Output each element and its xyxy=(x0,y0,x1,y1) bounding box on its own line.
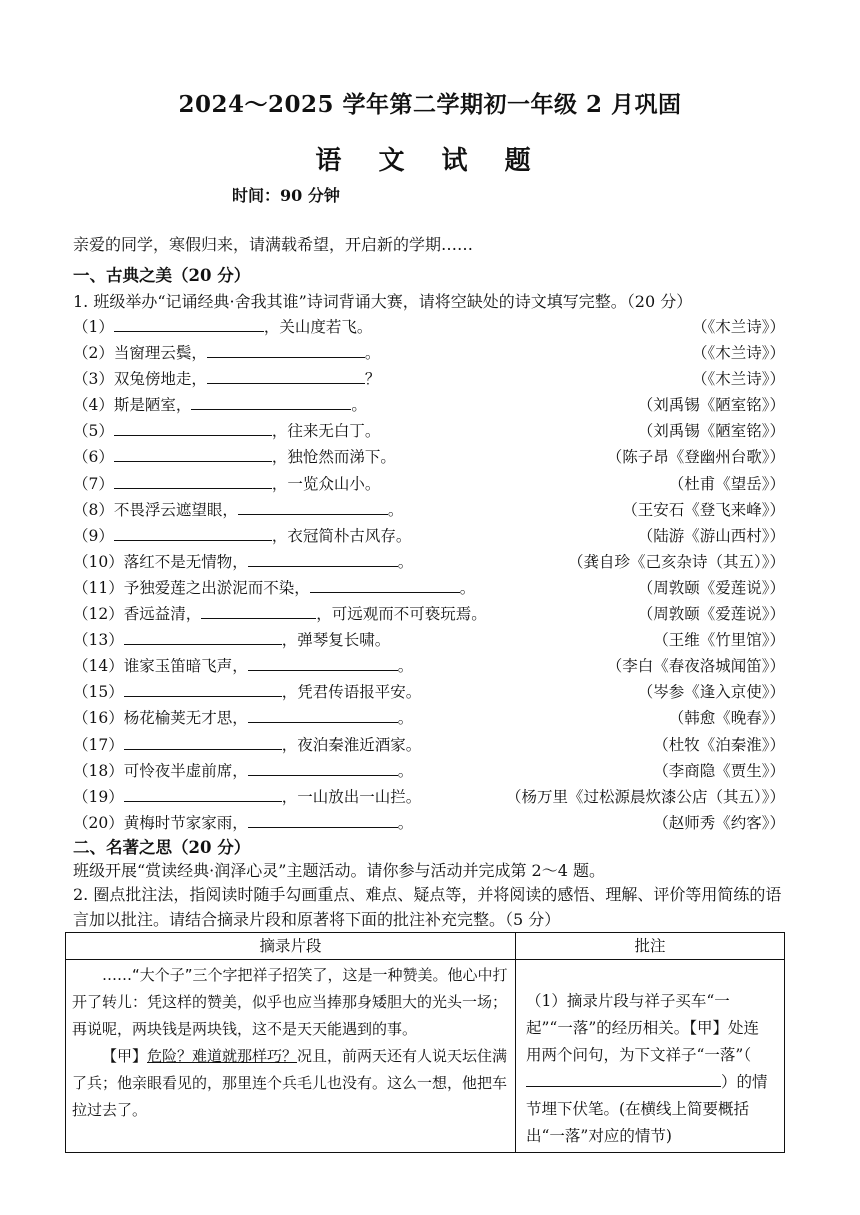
item-text-after: ，衣冠简朴古风存。 xyxy=(271,526,412,545)
note-text-after: ）的情节埋下伏笔。(在横线上简要概括出“一落”对应的情节) xyxy=(526,1073,768,1145)
greeting-text: 亲爱的同学，寒假归来，请满载希望，开启新的学期…… xyxy=(73,235,474,254)
item-source: （陈子昂《登幽州台歌》） xyxy=(606,448,785,467)
item-number: （18） xyxy=(73,761,124,780)
item-source: （周敦颐《爱莲说》） xyxy=(637,578,785,597)
item-text-after: ，可远观而不可亵玩焉。 xyxy=(316,605,487,624)
item-source: （《木兰诗》） xyxy=(691,370,785,389)
item-source: （刘禹锡《陋室铭》） xyxy=(637,396,785,415)
item-source: （《木兰诗》） xyxy=(691,344,785,363)
item-number: （7） xyxy=(73,474,114,493)
exam-time: 时间：90 分钟 xyxy=(232,186,340,205)
fill-blank[interactable] xyxy=(238,500,388,515)
item-source: （《木兰诗》） xyxy=(691,318,785,336)
poem-fill-list xyxy=(73,315,785,837)
poem-item xyxy=(73,733,785,759)
annotation-table xyxy=(65,932,785,1153)
item-text-after: 。 xyxy=(387,500,404,519)
item-text-after: ？ xyxy=(364,370,381,389)
item-text-after: 。 xyxy=(397,552,414,571)
fill-blank[interactable] xyxy=(207,343,365,358)
poem-item xyxy=(73,524,785,550)
item-text-after: 。 xyxy=(459,578,476,597)
excerpt-paragraph-2-rest: 况且，前两天还有人说天坛住满了兵；他亲眼看见的，那里连个兵毛儿也没有。这么一想，他把车拉过去了。 xyxy=(72,1047,508,1119)
item-source: （周敦颐《爱莲说》） xyxy=(637,605,785,624)
mark-jia: 【甲】 xyxy=(102,1047,148,1065)
item-text-before: 双兔傍地走， xyxy=(113,370,207,389)
poem-item xyxy=(73,393,785,419)
poem-item xyxy=(73,628,785,654)
item-source: （杜牧《泊秦淮》） xyxy=(653,735,785,754)
item-source: （杨万里《过松源晨炊漆公店（其五）》） xyxy=(505,787,785,806)
item-source: （赵师秀《约客》） xyxy=(653,813,785,832)
item-number: （1） xyxy=(73,318,114,336)
item-source: （刘禹锡《陋室铭》） xyxy=(637,422,785,441)
item-text-before: 谁家玉笛暗飞声， xyxy=(123,657,248,676)
item-source: （王维《竹里馆》） xyxy=(653,631,785,650)
item-number: （11） xyxy=(73,578,124,597)
underlined-questions: 危险？难道就那样巧？ xyxy=(147,1047,298,1065)
item-number: （20） xyxy=(73,813,124,832)
fill-blank[interactable] xyxy=(201,604,316,619)
col-header-excerpt: 摘录片段 xyxy=(66,933,516,960)
item-number: （16） xyxy=(73,709,124,728)
note-text-before: （1）摘录片段与祥子买车“一起”“一落”的经历相关。【甲】处连用两个问句，为下文祥子“一落”（ xyxy=(526,992,760,1064)
answer-blank[interactable] xyxy=(526,1072,721,1087)
item-number: （3） xyxy=(73,370,114,389)
exam-title: 2024～2025 学年第二学期初一年级 2 月巩固 xyxy=(178,91,682,118)
poem-item xyxy=(73,550,785,576)
item-number: （15） xyxy=(73,683,124,702)
item-text-before: 斯是陋室， xyxy=(113,396,192,415)
excerpt-paragraph-1: ……“大个子”三个字把祥子招笑了，这是一种赞美。他心中打开了转儿：凭这样的赞美，似乎也应当捧那身矮胆大的光头一场；再说呢，两块钱是两块钱，这不是天天能遇到的事。 xyxy=(72,966,508,1038)
item-text-after: 。 xyxy=(364,344,381,363)
item-text-after: ，夜泊秦淮近酒家。 xyxy=(281,735,422,754)
item-number: （2） xyxy=(73,344,114,363)
item-number: （12） xyxy=(73,605,124,624)
item-source: （王安石《登飞来峰》） xyxy=(622,500,785,519)
poem-item xyxy=(73,576,785,602)
item-number: （10） xyxy=(73,552,124,571)
fill-blank[interactable] xyxy=(310,578,460,593)
poem-item xyxy=(73,341,785,367)
section-2-intro: 班级开展“赏读经典·润泽心灵”主题活动。请你参与活动并完成第 2～4 题。 xyxy=(73,861,605,880)
item-text-before: 当窗理云鬓， xyxy=(113,344,207,363)
item-source: （李白《春夜洛城闻笛》） xyxy=(606,657,785,676)
item-number: （4） xyxy=(73,396,114,415)
poem-item xyxy=(73,706,785,732)
item-text-after: ，一览众山小。 xyxy=(271,474,381,493)
fill-blank[interactable] xyxy=(248,552,398,567)
item-number: （6） xyxy=(73,448,114,467)
fill-blank[interactable] xyxy=(191,395,351,410)
excerpt-cell xyxy=(66,960,516,1153)
item-text-before: 香远益清， xyxy=(123,605,202,624)
item-text-after: 。 xyxy=(397,761,414,780)
item-source: （龚自珍《己亥杂诗（其五）》） xyxy=(567,552,785,571)
fill-blank[interactable] xyxy=(248,813,398,828)
poem-item xyxy=(73,498,785,524)
item-text-after: 。 xyxy=(397,709,414,728)
item-text-after: ，一山放出一山拦。 xyxy=(281,787,422,806)
item-number: （17） xyxy=(73,735,124,754)
fill-blank[interactable] xyxy=(124,630,282,645)
item-text-after: ，凭君传语报平安。 xyxy=(281,683,422,702)
fill-blank[interactable] xyxy=(248,708,398,723)
fill-blank[interactable] xyxy=(124,787,282,802)
fill-blank[interactable] xyxy=(124,682,282,697)
question-1-prompt: 1. 班级举办“记诵经典·舍我其谁”诗词背诵大赛，请将空缺处的诗文填写完整。（20 分） xyxy=(73,292,693,311)
item-text-before: 可怜夜半虚前席， xyxy=(123,761,248,780)
subject-title: 语 文 试 题 xyxy=(315,146,545,176)
poem-item xyxy=(73,654,785,680)
fill-blank[interactable] xyxy=(114,421,272,436)
item-text-before: 黄梅时节家家雨， xyxy=(123,813,248,832)
item-source: （韩愈《晚春》） xyxy=(668,709,785,728)
fill-blank[interactable] xyxy=(114,474,272,489)
fill-blank[interactable] xyxy=(114,317,264,332)
item-number: （13） xyxy=(73,631,124,650)
poem-item xyxy=(73,680,785,706)
fill-blank[interactable] xyxy=(124,735,282,750)
question-2-prompt: 2. 圈点批注法，指阅读时随手勾画重点、难点、疑点等，并将阅读的感悟、理解、评价等用简练的语言加以批注。请结合摘录片段和原著将下面的批注补充完整。（5 分） xyxy=(73,885,782,929)
item-source: （陆游《游山西村》） xyxy=(637,526,785,545)
poem-item xyxy=(73,759,785,785)
fill-blank[interactable] xyxy=(207,369,365,384)
section-1-heading: 一、古典之美（20 分） xyxy=(73,266,251,285)
col-header-annotation: 批注 xyxy=(516,933,785,960)
excerpt-paragraph-2 xyxy=(72,1043,509,1124)
fill-blank[interactable] xyxy=(114,526,272,541)
item-source: （杜甫《望岳》） xyxy=(668,474,785,493)
poem-item xyxy=(73,785,785,811)
item-text-after: ，弹琴复长啸。 xyxy=(281,631,391,650)
item-number: （14） xyxy=(73,657,124,676)
poem-item xyxy=(73,419,785,445)
poem-item xyxy=(73,367,785,393)
item-text-before: 落红不是无情物， xyxy=(123,552,248,571)
item-text-after: ，独怆然而涕下。 xyxy=(271,448,396,467)
item-text-before: 予独爱莲之出淤泥而不染， xyxy=(123,578,310,597)
item-number: （9） xyxy=(73,526,114,545)
item-text-after: ，往来无白丁。 xyxy=(271,422,381,441)
poem-item xyxy=(73,472,785,498)
poem-item xyxy=(73,445,785,471)
section-2-heading: 二、名著之思（20 分） xyxy=(73,838,251,857)
item-text-after: 。 xyxy=(397,813,414,832)
item-text-after: ，关山度若飞。 xyxy=(263,318,373,336)
item-source: （李商隐《贾生》） xyxy=(653,761,785,780)
item-text-after: 。 xyxy=(351,396,367,415)
item-number: （19） xyxy=(73,787,124,806)
annotation-cell xyxy=(516,960,785,1153)
item-text-before: 杨花榆荚无才思， xyxy=(123,709,248,728)
fill-blank[interactable] xyxy=(248,761,398,776)
fill-blank[interactable] xyxy=(248,656,398,671)
poem-item xyxy=(73,315,785,341)
poem-item xyxy=(73,811,785,837)
item-source: （岑参《逢入京使》） xyxy=(637,683,785,702)
fill-blank[interactable] xyxy=(114,447,272,462)
item-text-before: 不畏浮云遮望眼， xyxy=(113,500,238,519)
item-number: （8） xyxy=(73,500,114,519)
item-text-after: 。 xyxy=(397,657,414,676)
poem-item xyxy=(73,602,785,628)
item-number: （5） xyxy=(73,422,114,441)
